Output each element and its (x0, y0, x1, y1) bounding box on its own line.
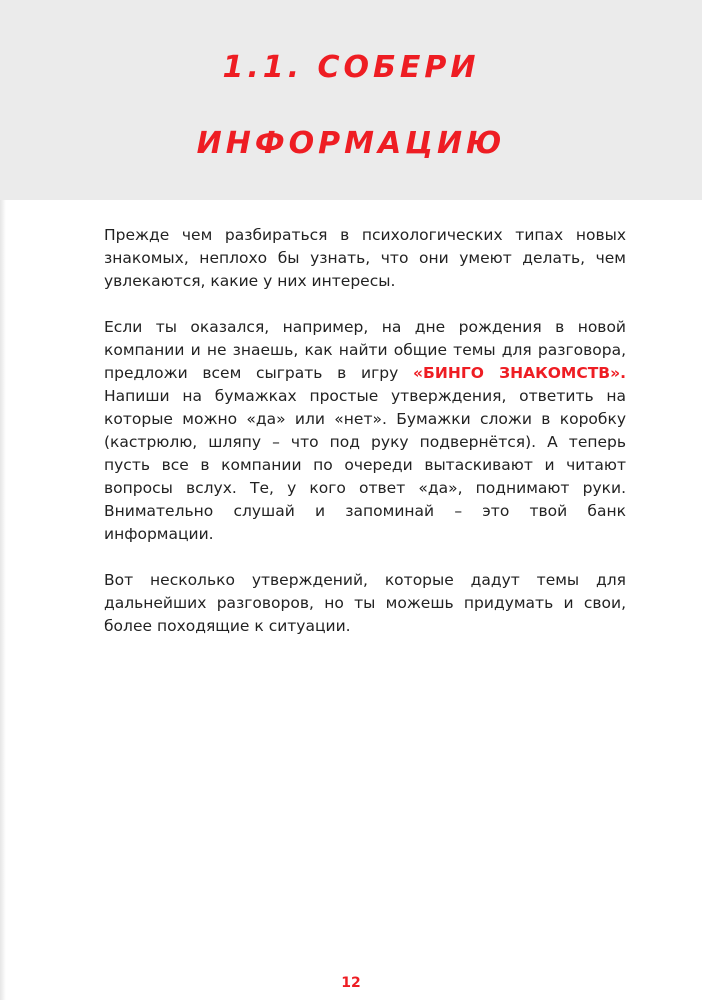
title-line-2: ИНФОРМАЦИЮ (196, 126, 506, 161)
paragraph-bingo (104, 316, 626, 546)
paragraph-intro: Прежде чем разбираться в психологических типах новых знакомых, неплохо бы узнать, что они умеют делать, чем увлекаются, какие у них интересы. (104, 226, 626, 290)
bingo-game-name: «БИНГО ЗНАКОМСТВ». (413, 364, 626, 382)
paragraph-statements: Вот несколько утверждений, которые дадут темы для дальнейших разговоров, но ты можешь придумать и свои, более походящие к ситуации. (104, 571, 626, 635)
body-text (104, 224, 626, 661)
page-number: 12 (341, 975, 361, 991)
page-title (0, 30, 702, 182)
paragraph-bingo-start: Если ты оказался, например, на дне рождения в новой компании и не знаешь, как найти общие темы для разговора, предложи всем сыграть в игру (104, 318, 626, 382)
title-line-1: 1.1. СОБЕРИ (222, 50, 480, 85)
paragraph-bingo-end: Напиши на бумажках простые утверждения, ответить на которые можно «да» или «нет». Бумажки сложи в коробку (кастрюлю, шляпу – что под руку подвернётся). А теперь пусть все в компании по очереди вытаскивают и читают вопросы вслух. Те, у кого ответ «да», поднимают руки. Внимательно слушай и запоминай – это твой банк информации. (104, 387, 626, 543)
